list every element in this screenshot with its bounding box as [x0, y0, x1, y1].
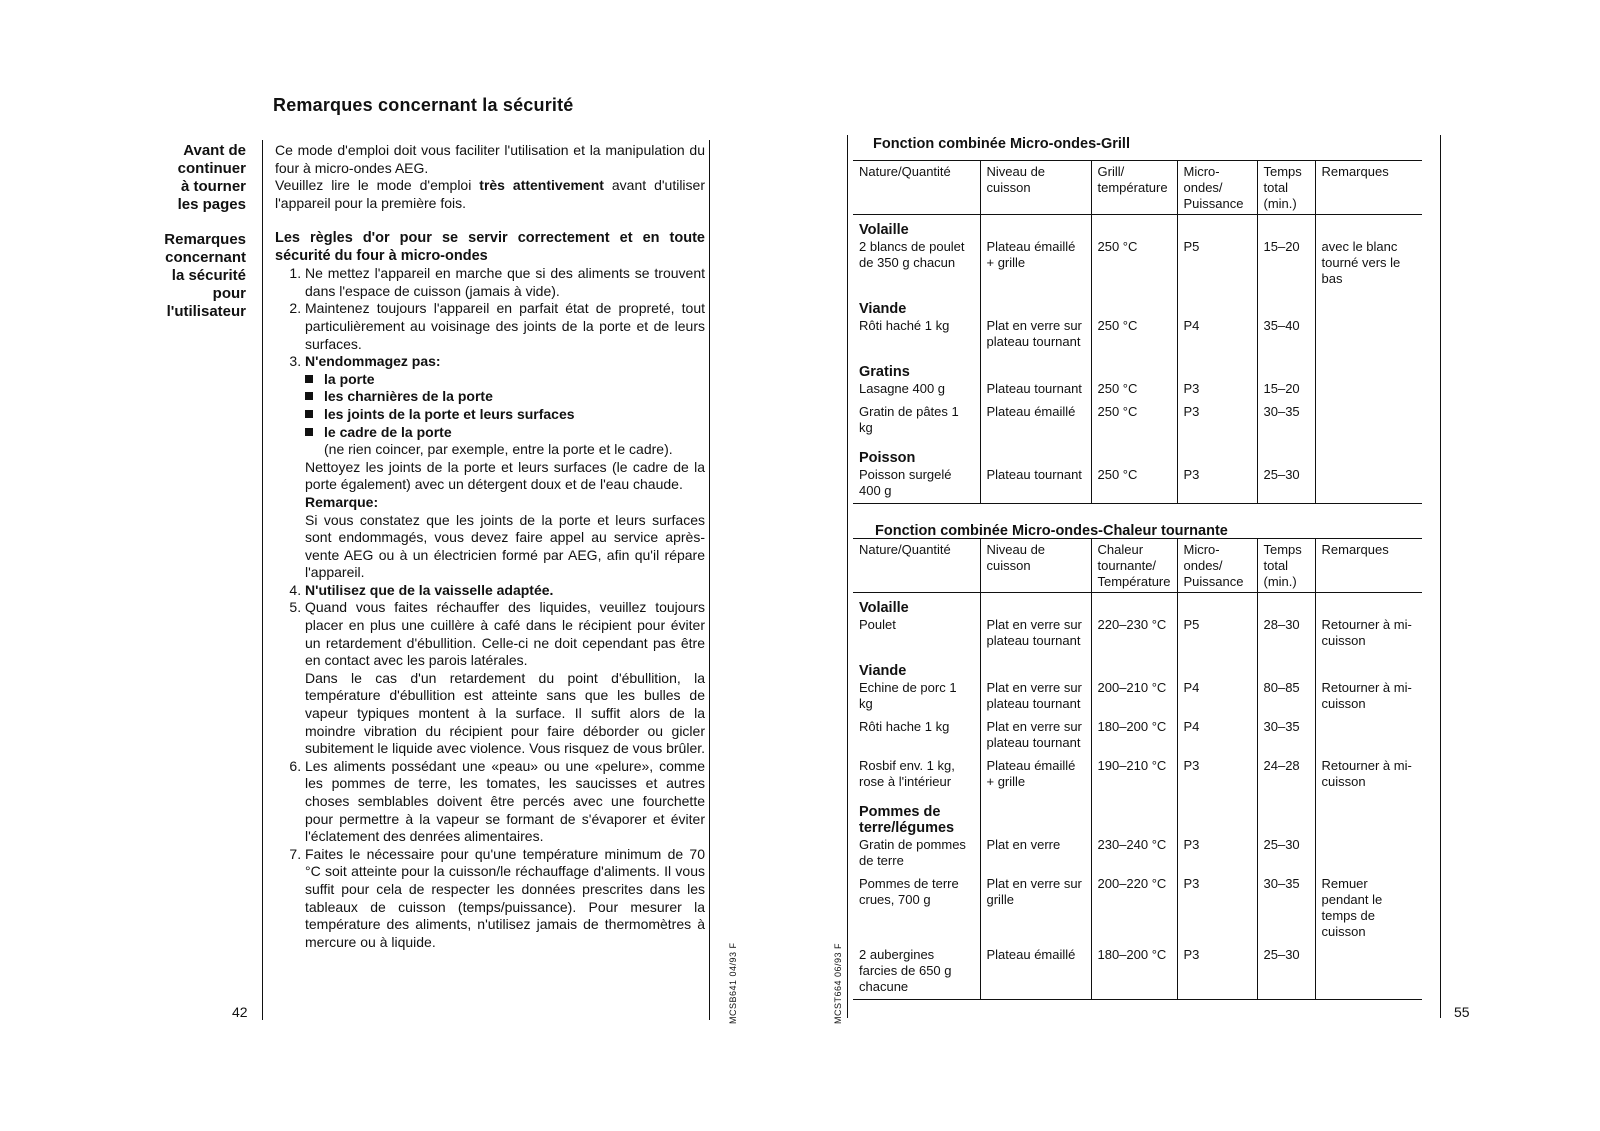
empty-cell — [1091, 656, 1177, 680]
column-header: Temps total (min.) — [1257, 161, 1315, 215]
category-label: Viande — [859, 663, 907, 679]
table-cell: 220–230 °C — [1091, 617, 1177, 656]
table-cell: 200–210 °C — [1091, 680, 1177, 719]
remark-text: Si vous constatez que les joints de la porte et leurs surfaces sont endommagés, vous devez faire appel au service après-vente AEG ou à un électricien formé par AEG, afin qu'il répare l'appareil. — [305, 511, 705, 581]
margin-rule — [262, 140, 263, 1020]
table-cell: Plateau émaillé — [980, 404, 1091, 443]
table-cell: Echine de porc 1 kg — [859, 680, 957, 711]
rule-item — [305, 599, 705, 757]
empty-cell — [1177, 656, 1257, 680]
table-cell: 250 °C — [1091, 404, 1177, 443]
table-row — [853, 318, 1422, 357]
side-heading-line: l'utilisateur — [166, 303, 246, 320]
rule-text: Faites le nécessaire pour qu'une température minimum de 70 °C soit atteinte pour la cuisson/le réchauffage d'aliments. Il vous suffit pour cela de respecter les données prescrites dans les tableaux de cuisson (temps/puissance). Pour mesurer la température des aliments, n'utilisez jamais de thermomètres à mercure ou à liquide. — [305, 845, 705, 950]
table-cell: 30–35 — [1257, 719, 1315, 758]
table-cell: 25–30 — [1257, 947, 1315, 1000]
column-header: Grill/ température — [1091, 161, 1177, 215]
empty-cell — [980, 443, 1091, 467]
table-cell: Plat en verre sur grille — [980, 876, 1091, 947]
side-heading-user-safety — [96, 231, 246, 321]
empty-cell — [1177, 443, 1257, 467]
table-cell: 30–35 — [1257, 404, 1315, 443]
table-cell: P3 — [1177, 947, 1257, 1000]
damage-item — [305, 406, 705, 424]
category-row — [853, 593, 1422, 618]
table-cell — [1315, 467, 1422, 504]
empty-cell — [1315, 797, 1422, 837]
table-cell: 250 °C — [1091, 318, 1177, 357]
table-row — [853, 947, 1422, 1000]
table-cell: P3 — [1177, 837, 1257, 876]
rule-text: Nettoyez les joints de la porte et leurs surfaces (le cadre de la porte également) avec un détergent doux et de l'eau chaude. — [305, 458, 705, 493]
table-cell: Plat en verre sur plateau tournant — [980, 318, 1091, 357]
rule-text: 5. Quand vous faites réchauffer des liquides, veuillez toujours placer en plus une cuillère à café dans le récipient pour éviter un retardement d'ébullition. Celle-ci ne doit cependant pas être en contact avec les parois latérales. — [305, 599, 705, 669]
rule-item — [305, 353, 705, 582]
table-cell: P4 — [1177, 719, 1257, 758]
damage-item-label: le cadre de la porte — [324, 423, 452, 440]
table-cell: Rosbif env. 1 kg, rose à l'intérieur — [859, 758, 955, 789]
category-row — [853, 443, 1422, 467]
page-title: Remarques concernant la sécurité — [273, 95, 574, 115]
table-cell: P3 — [1177, 467, 1257, 504]
table-cell — [1315, 404, 1422, 443]
damage-item — [305, 388, 705, 406]
side-heading-line: la sécurité — [171, 267, 246, 284]
square-bullet-icon — [305, 392, 313, 400]
empty-cell — [1257, 294, 1315, 318]
empty-cell — [1315, 294, 1422, 318]
table-cell: Pommes de terre crues, 700 g — [859, 876, 959, 907]
square-bullet-icon — [305, 375, 313, 383]
column-header: Micro-ondes/ Puissance — [1177, 161, 1257, 215]
margin-rule — [1440, 135, 1441, 1018]
table-cell: 2 blancs de poulet de 350 g chacun — [859, 239, 965, 270]
table-row — [853, 404, 1422, 443]
table-header-row — [853, 161, 1422, 215]
rules-heading: Les règles d'or pour se servir correctement et en toute sécurité du four à micro-ondes — [275, 230, 705, 264]
table-cell: Plateau tournant — [980, 467, 1091, 504]
intro-paragraph — [275, 177, 705, 212]
table-row — [853, 239, 1422, 294]
table-cell: 180–200 °C — [1091, 719, 1177, 758]
rule-text: Dans le cas d'un retardement du point d'ébullition, la température d'ébullition est atteinte sans que les bulles de vapeur typiques montent à la surface. Il suffit alors de la moindre vibration du récipient pour faire déborder ou gicler subitement le liquide avec violence. Vous risquez de vous brûler. — [305, 669, 706, 757]
rule-item — [305, 846, 705, 952]
table1-title: Fonction combinée Micro-ondes-Grill — [873, 136, 1130, 152]
empty-cell — [1091, 443, 1177, 467]
table-row — [853, 617, 1422, 656]
table-row — [853, 837, 1422, 876]
table-cell: Plateau émaillé + grille — [980, 239, 1091, 294]
table-cell: P3 — [1177, 404, 1257, 443]
empty-cell — [1091, 357, 1177, 381]
table-cell: 35–40 — [1257, 318, 1315, 357]
column-header: Temps total (min.) — [1257, 539, 1315, 593]
table-row — [853, 719, 1422, 758]
empty-cell — [1177, 215, 1257, 240]
table-header-row — [853, 539, 1422, 593]
category-label: Gratins — [859, 364, 910, 380]
rule-item — [305, 582, 705, 600]
empty-cell — [1315, 215, 1422, 240]
column-header: Micro-ondes/ Puissance — [1177, 539, 1257, 593]
table-cell: 15–20 — [1257, 239, 1315, 294]
table-cell: 80–85 — [1257, 680, 1315, 719]
table-cell: avec le blanc tourné vers le bas — [1315, 239, 1422, 294]
margin-rule — [847, 135, 848, 1018]
side-heading-line: pour — [212, 285, 246, 302]
table-cell: 180–200 °C — [1091, 947, 1177, 1000]
table-cell — [1315, 719, 1422, 758]
empty-cell — [1315, 443, 1422, 467]
rule-item — [305, 265, 705, 300]
rule-item — [305, 300, 705, 353]
table-cell: 30–35 — [1257, 876, 1315, 947]
cooking-table-grill — [853, 160, 1422, 504]
category-label: Volaille — [859, 600, 909, 616]
empty-cell — [980, 593, 1091, 618]
table-cell: Poulet — [859, 617, 896, 632]
table-cell — [1315, 381, 1422, 404]
remark-title: Remarque: — [305, 493, 379, 510]
table-cell: Retourner à mi-cuisson — [1315, 680, 1422, 719]
table-cell: P5 — [1177, 239, 1257, 294]
table-cell: Plat en verre sur plateau tournant — [980, 617, 1091, 656]
table-row — [853, 876, 1422, 947]
empty-cell — [980, 656, 1091, 680]
page-number-right: 55 — [1454, 1004, 1470, 1020]
page-number-left: 42 — [232, 1004, 248, 1020]
table-cell: 190–210 °C — [1091, 758, 1177, 797]
category-label: Volaille — [859, 222, 909, 238]
table-cell: P4 — [1177, 318, 1257, 357]
rule-text: Ne mettez l'appareil en marche que si des aliments se trouvent dans l'espace de cuisson (jamais à vide). — [305, 265, 705, 299]
empty-cell — [1257, 797, 1315, 837]
text: Veuillez lire le mode d'emploi — [275, 177, 480, 194]
table-cell: 250 °C — [1091, 467, 1177, 504]
document-code-left: MCSB641 04/93 F — [728, 942, 738, 1024]
empty-cell — [1257, 593, 1315, 618]
empty-cell — [1257, 443, 1315, 467]
table-row — [853, 467, 1422, 504]
table-cell: Gratin de pâtes 1 kg — [859, 404, 959, 435]
table-cell: Poisson surgelé 400 g — [859, 467, 952, 498]
table-cell: Lasagne 400 g — [859, 381, 946, 396]
empty-cell — [1257, 215, 1315, 240]
table-cell: Gratin de pommes de terre — [859, 837, 966, 868]
column-header: Niveau de cuisson — [980, 539, 1091, 593]
table-cell: Plateau émaillé + grille — [980, 758, 1091, 797]
table-row — [853, 381, 1422, 404]
margin-rule — [709, 140, 710, 1020]
empty-cell — [1177, 593, 1257, 618]
rules-list — [275, 265, 705, 951]
rule-note: (ne rien coincer, par exemple, entre la porte et le cadre). — [324, 441, 673, 458]
damage-item-label: la porte — [324, 370, 375, 387]
category-row — [853, 294, 1422, 318]
rule-text: Maintenez toujours l'appareil en parfait état de propreté, tout particulièrement au voisinage des joints de la porte et de leurs surfaces. — [305, 300, 705, 352]
column-header: Niveau de cuisson — [980, 161, 1091, 215]
golden-rules-section — [275, 230, 705, 951]
rule-title: N'utilisez que de la vaisselle adaptée. — [305, 581, 554, 598]
empty-cell — [1091, 294, 1177, 318]
text: avant d'utiliser l'appareil pour la première fois. — [275, 177, 705, 211]
table-cell: P3 — [1177, 381, 1257, 404]
side-heading-line: continuer — [177, 160, 246, 177]
empty-cell — [1091, 593, 1177, 618]
empty-cell — [980, 797, 1091, 837]
table-cell: P3 — [1177, 876, 1257, 947]
empty-cell — [1177, 357, 1257, 381]
table-cell: 250 °C — [1091, 381, 1177, 404]
empty-cell — [1315, 593, 1422, 618]
table-cell: 200–220 °C — [1091, 876, 1177, 947]
table-cell: 250 °C — [1091, 239, 1177, 294]
square-bullet-icon — [305, 428, 313, 436]
column-header: Nature/Quantité — [859, 542, 951, 557]
intro-paragraph: Ce mode d'emploi doit vous faciliter l'utilisation et la manipulation du four à micro-ondes AEG. — [275, 142, 705, 176]
category-row — [853, 357, 1422, 381]
empty-cell — [1177, 797, 1257, 837]
damage-item — [305, 371, 705, 389]
table-cell — [1315, 837, 1422, 876]
table-cell: P3 — [1177, 758, 1257, 797]
damage-item-label: les charnières de la porte — [324, 388, 493, 405]
table-row — [853, 758, 1422, 797]
damage-item-label: les joints de la porte et leurs surfaces — [324, 405, 575, 422]
rule-title: N'endommagez pas: — [305, 353, 441, 370]
table-cell: Retourner à mi-cuisson — [1315, 758, 1422, 797]
table-cell: Rôti haché 1 kg — [859, 318, 950, 333]
category-label: Poisson — [859, 450, 916, 466]
table-cell: Plat en verre — [980, 837, 1091, 876]
side-heading-line: Avant de — [183, 142, 246, 159]
side-heading-before-continuing — [96, 142, 246, 214]
empty-cell — [980, 357, 1091, 381]
table-cell: Rôti hache 1 kg — [859, 719, 950, 734]
table-cell: P4 — [1177, 680, 1257, 719]
column-header: Nature/Quantité — [859, 164, 951, 179]
rule-item — [305, 758, 705, 846]
table-cell: Remuer pendant le temps de cuisson — [1315, 876, 1422, 947]
table-cell: 15–20 — [1257, 381, 1315, 404]
rule-text: Les aliments possédant une «peau» ou une «pelure», comme les pommes de terre, les tomates, les saucisses et autres choses semblables doivent être percés avec une fourchette pour permettre à la vapeur se formant de s'évaporer et éviter l'éclatement des denrées alimentaires. — [305, 757, 705, 845]
category-label: Pommes de terre/légumes — [859, 804, 955, 836]
table-cell: 25–30 — [1257, 837, 1315, 876]
table-cell: P5 — [1177, 617, 1257, 656]
table-cell — [1315, 318, 1422, 357]
column-header: Chaleur tournante/ Température — [1091, 539, 1177, 593]
category-row — [853, 656, 1422, 680]
table2-title: Fonction combinée Micro-ondes-Chaleur tournante — [875, 523, 1228, 539]
empty-cell — [1257, 357, 1315, 381]
category-label: Viande — [859, 301, 907, 317]
side-heading-line: les pages — [177, 196, 246, 213]
table-cell: 24–28 — [1257, 758, 1315, 797]
empty-cell — [1315, 656, 1422, 680]
column-header: Remarques — [1315, 161, 1422, 215]
table-cell: Retourner à mi-cuisson — [1315, 617, 1422, 656]
empty-cell — [1091, 215, 1177, 240]
intro-text — [275, 142, 705, 212]
table-cell: Plateau tournant — [980, 381, 1091, 404]
table-cell: Plateau émaillé — [980, 947, 1091, 1000]
table-cell: Plat en verre sur plateau tournant — [980, 719, 1091, 758]
table-cell: 28–30 — [1257, 617, 1315, 656]
empty-cell — [1315, 357, 1422, 381]
empty-cell — [980, 294, 1091, 318]
square-bullet-icon — [305, 410, 313, 418]
damage-item — [305, 424, 705, 442]
empty-cell — [1091, 797, 1177, 837]
side-heading-line: concernant — [165, 249, 246, 266]
damage-list — [305, 371, 705, 441]
empty-cell — [1257, 656, 1315, 680]
empty-cell — [1177, 294, 1257, 318]
category-row — [853, 797, 1422, 837]
table-cell: 2 aubergines farcies de 650 g chacune — [859, 947, 952, 994]
table-row — [853, 680, 1422, 719]
side-heading-line: à tourner — [180, 178, 246, 195]
table-cell — [1315, 947, 1422, 1000]
emphasis-text: très attentivement — [479, 177, 604, 194]
empty-cell — [980, 215, 1091, 240]
column-header: Remarques — [1315, 539, 1422, 593]
category-row — [853, 215, 1422, 240]
document-code-right: MCST664 06/93 F — [833, 942, 843, 1024]
table-cell: 230–240 °C — [1091, 837, 1177, 876]
table-cell: 25–30 — [1257, 467, 1315, 504]
table-cell: Plat en verre sur plateau tournant — [980, 680, 1091, 719]
cooking-table-convection — [853, 538, 1422, 1000]
side-heading-line: Remarques — [164, 231, 246, 248]
